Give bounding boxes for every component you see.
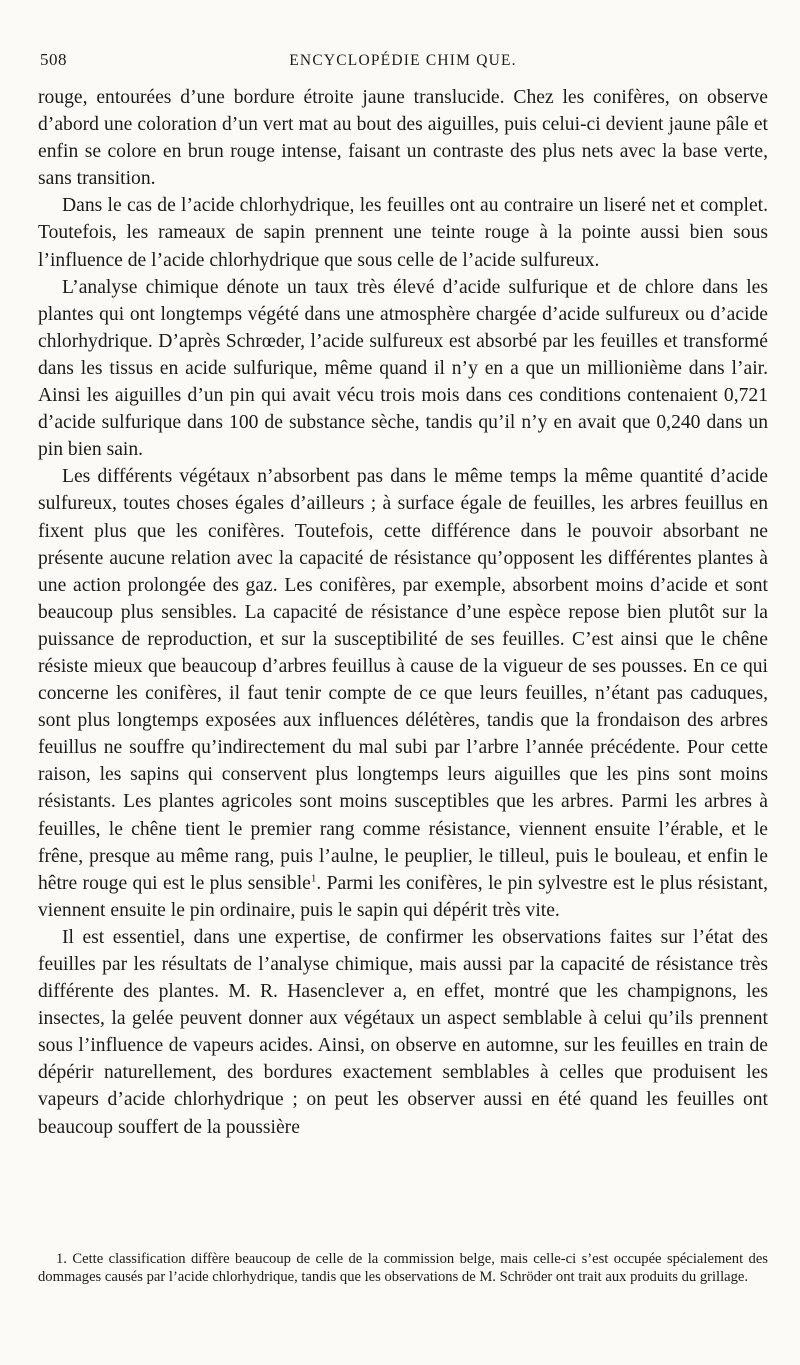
paragraph-text: Il est essentiel, dans une expertise, de confirmer les observations faites sur l’état des feuilles par les résultats de l’analyse chimique, mais aussi par la capacité de résistance très différente des plantes. M. R. Hasenclever a, en effet, montré que les champignons, les insectes, la gelée peuvent donner aux végétaux un aspect semblable à celui qu’ils prennent sous l’influence de vapeurs acides. Ainsi, on observe en automne, sur les feuilles en train de dépérir naturellement, des bordures exactement semblables à celles que produisent les vapeurs d’acide chlorhydrique ; on peut les observer aussi en été quand les feuilles ont beaucoup souffert de la poussière [38, 926, 768, 1138]
paragraph [38, 463, 768, 924]
page-header [36, 50, 770, 76]
body-text [38, 84, 768, 1141]
paragraph-text: Dans le cas de l’acide chlorhydrique, les feuilles ont au contraire un liseré net et complet. Toutefois, les rameaux de sapin prennent une teinte rouge à la pointe aussi bien sous l’influence de l’acide chlorhydrique que sous celle de l’acide sulfureux. [38, 195, 768, 271]
paragraph [38, 924, 768, 1141]
paragraph-text-continued: . Parmi les conifères, le pin sylvestre est le plus résistant, viennent ensuite le pin ordinaire, puis le sapin qui dépérit très vite. [38, 872, 768, 921]
paragraph [38, 274, 768, 464]
running-title: ENCYCLOPÉDIE CHIM QUE. [289, 52, 517, 69]
paragraph [38, 84, 768, 192]
footnote-number: 1. [56, 1251, 67, 1267]
paragraph-text: Les différents végétaux n’absorbent pas dans le même temps la même quantité d’acide sulfureux, toutes choses égales d’ailleurs ; à surface égale de feuilles, les arbres feuillus en fixent plus que les conifères. Toutefois, cette différence dans le pouvoir absorbant ne présente aucune relation avec la capacité de résistance qu’opposent les différentes plantes à une action prolongée des gaz. Les conifères, par exemple, absorbent moins d’acide et sont beaucoup plus sensibles. La capacité de résistance d’une espèce repose bien plutôt sur la puissance de reproduction, et sur la susceptibilité de ses feuilles. C’est ainsi que le chêne résiste mieux que beaucoup d’arbres feuillus à cause de la vigueur de ses pousses. En ce qui concerne les conifères, il faut tenir compte de ce que leurs feuilles, n’étant pas caduques, sont plus longtemps exposées aux influences délétères, tandis que la frondaison des arbres feuillus ne souffre qu’indirectement du mal subi par l’arbre l’année précédente. Pour cette raison, les sapins qui conservent plus longtemps leurs aiguilles que les pins sont moins résistants. Les plantes agricoles sont moins susceptibles que les arbres. Parmi les arbres à feuilles, le chêne tient le premier rang comme résistance, viennent ensuite l’érable, et le frêne, presque au même rang, puis l’aulne, le peuplier, le tilleul, puis le bouleau, et enfin le hêtre rouge qui est le plus sensible [38, 466, 768, 894]
footnote-text: Cette classification diffère beaucoup de celle de la commission belge, mais celle-ci s’est occupée spécialement des dommages causés par l’acide chlorhydrique, tandis que les observations de M. Schröder ont trait aux produits du grillage. [38, 1251, 768, 1285]
paragraph-text: rouge, entourées d’une bordure étroite jaune translucide. Chez les conifères, on observe d’abord une coloration d’un vert mat au bout des aiguilles, puis celui-ci devient jaune pâle et enfin se colore en brun rouge intense, faisant un contraste des plus nets avec la base verte, sans transition. [38, 87, 768, 190]
footnote [38, 1250, 768, 1286]
footnote-reference[interactable]: 1 [310, 872, 317, 885]
page-number: 508 [40, 50, 67, 69]
paragraph [38, 192, 768, 273]
paragraph-text: L’analyse chimique dénote un taux très élevé d’acide sulfurique et de chlore dans les plantes qui ont longtemps végété dans une atmosphère chargée d’acide sulfureux ou d’acide chlorhydrique. D’après Schrœder, l’acide sulfureux est absorbé par les feuilles et transformé dans les tissus en acide sulfurique, même quand il n’y en a que un millionième dans l’air. Ainsi les aiguilles d’un pin qui avait vécu trois mois dans ces conditions contenaient 0,721 d’acide sulfurique dans 100 de substance sèche, tandis qu’il n’y en avait que 0,240 dans un pin bien sain. [38, 276, 768, 461]
